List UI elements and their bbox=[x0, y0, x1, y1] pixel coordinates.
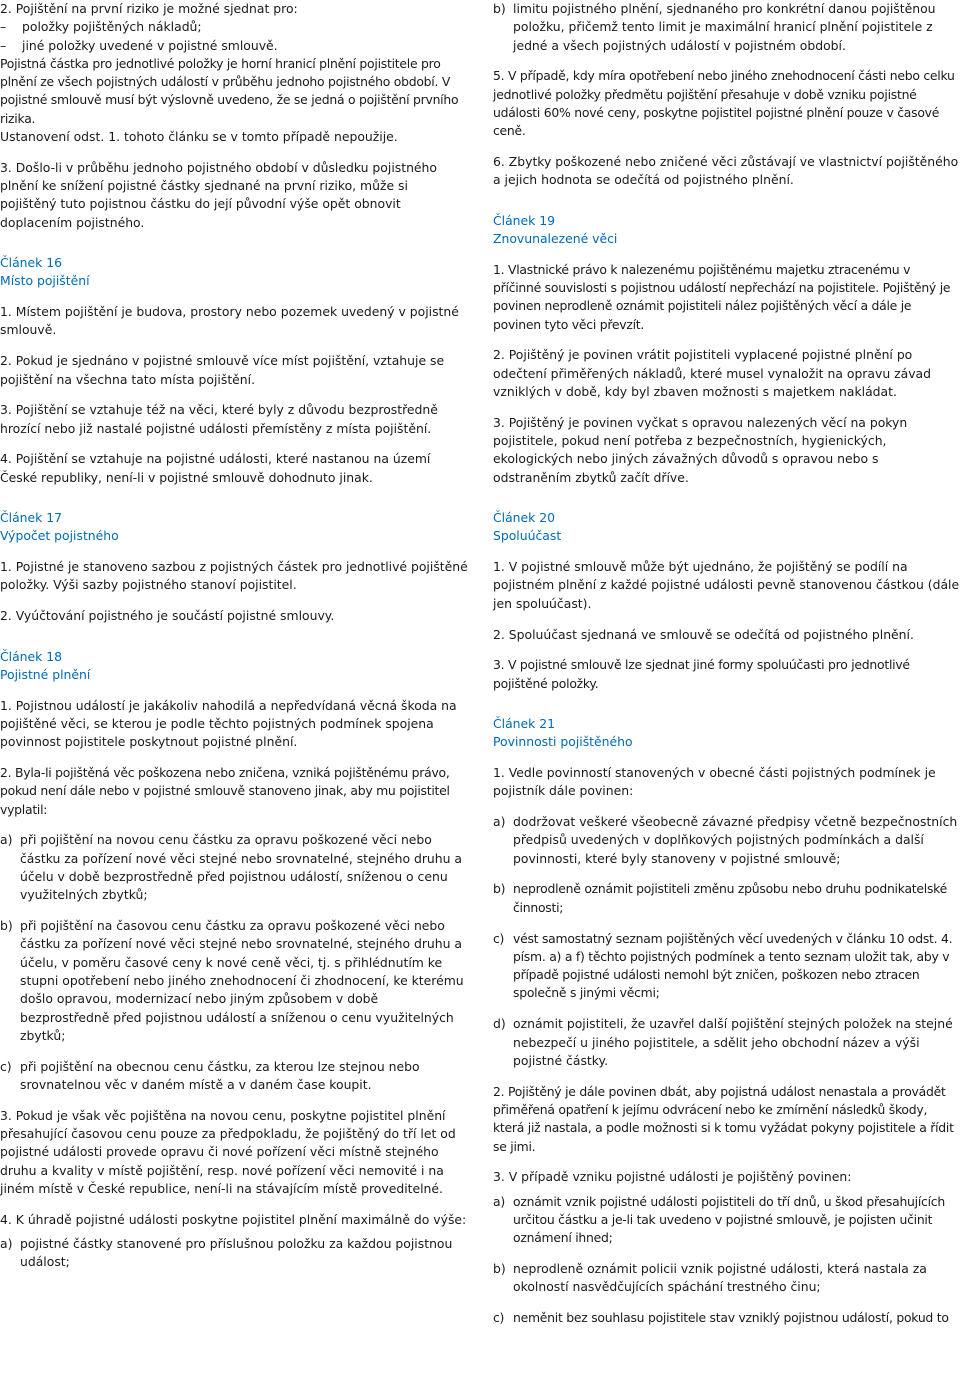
item-text: neprodleně oznámit pojistiteli změnu způsobu nebo druhu podnikatelské činnosti; bbox=[513, 881, 948, 915]
right-column bbox=[493, 0, 960, 1340]
article-number: Článek 20 bbox=[493, 510, 556, 526]
item-marker: d) bbox=[493, 1016, 506, 1032]
item-text: při pojištění na novou cenu částku za opravu poškozené věci nebo částku za pořízení nové věci stejné nebo srovnatelné, stejného druhu a účelu v době bezprostředně před pojistnou událostí, sníženou o cenu využitelných zbytků; bbox=[20, 832, 463, 903]
paragraph: 4. Pojištění se vztahuje na pojistné události, které nastanou na území České republiky, není-li v pojistné smlouvě dohodnuto jinak. bbox=[0, 451, 431, 485]
item-text: dodržovat veškeré všeobecně závazné předpisy včetně bezpečnostních předpisů uvedených v doplňkových pojistných podmínkách a další povinnosti, které byly stanoveny v pojistné smlouvě; bbox=[513, 814, 958, 866]
article-number: Článek 16 bbox=[0, 255, 63, 271]
item-text: neměnit bez souhlasu pojistitele stav vzniklý pojistnou událostí, pokud to bbox=[513, 1310, 949, 1326]
dash-marker: – bbox=[0, 37, 7, 53]
list-item bbox=[0, 1058, 468, 1095]
article-19 bbox=[493, 212, 960, 487]
paragraph: 1. Pojistné je stanoveno sazbou z pojistných částek pro jednotlivé pojištěné položky. Výši sazby pojistného stanoví pojistitel. bbox=[0, 559, 468, 593]
paragraph: 4. K úhradě pojistné události poskytne pojistitel plnění maximálně do výše: bbox=[0, 1211, 467, 1227]
paragraph: 1. V pojistné smlouvě může být ujednáno, že pojištěný se podílí na pojistném plnění z každé pojistné události pevně stanovenou částkou (dále jen spoluúčast). bbox=[493, 559, 960, 611]
article-21 bbox=[493, 715, 960, 1328]
item-text: při pojištění na obecnou cenu částku, za kterou lze stejnou nebo srovnatelnou věc v daném místě a v daném čase koupit. bbox=[20, 1058, 420, 1092]
item-marker: a) bbox=[0, 1236, 13, 1252]
article-title: Spoluúčast bbox=[493, 528, 562, 544]
list-item bbox=[493, 1193, 960, 1248]
article-17 bbox=[0, 509, 468, 625]
list-item bbox=[493, 0, 960, 55]
article-18 bbox=[0, 648, 468, 1272]
article-16 bbox=[0, 254, 468, 487]
list-item bbox=[0, 831, 468, 904]
item-marker: c) bbox=[493, 1310, 505, 1326]
paragraph: 3. V pojistné smlouvě lze sjednat jiné formy spoluúčasti pro jednotlivé pojištěné položky. bbox=[493, 657, 910, 691]
paragraph: 3. V případě vzniku pojistné události je pojištěný povinen: bbox=[493, 1169, 852, 1185]
item-marker: a) bbox=[493, 1193, 505, 1209]
left-column bbox=[0, 0, 468, 1284]
list-item bbox=[493, 930, 960, 1003]
item-marker: b) bbox=[493, 881, 506, 897]
article-heading bbox=[0, 648, 468, 685]
paragraph: 2. Pokud je sjednáno v pojistné smlouvě více míst pojištění, vztahuje se pojištění na všechna tato místa pojištění. bbox=[0, 353, 445, 387]
list-item bbox=[493, 880, 960, 917]
list-item bbox=[0, 1235, 468, 1272]
section-intro bbox=[0, 0, 468, 232]
article-number: Článek 17 bbox=[0, 510, 63, 526]
paragraph: 2. Pojištění na první riziko je možné sjednat pro: bbox=[0, 1, 298, 16]
article-number: Článek 19 bbox=[493, 212, 556, 228]
article-heading bbox=[493, 509, 960, 546]
dash-text: jiné položky uvedené v pojistné smlouvě. bbox=[22, 37, 278, 53]
item-marker: b) bbox=[493, 1, 506, 16]
list-item bbox=[493, 813, 960, 868]
article-number: Článek 21 bbox=[493, 715, 556, 731]
item-marker: a) bbox=[0, 832, 13, 848]
article-title: Znovunalezené věci bbox=[493, 230, 618, 246]
paragraph: Ustanovení odst. 1. tohoto článku se v tomto případě nepoužije. bbox=[0, 129, 398, 145]
article-heading bbox=[493, 715, 960, 752]
item-marker: a) bbox=[493, 814, 506, 830]
item-text: oznámit vznik pojistné události pojistiteli do tří dnů, u škod přesahujících určitou částku a je-li tak uvedeno v pojistné smlouvě, je pojisten učinit oznámení ihned; bbox=[513, 1193, 945, 1246]
paragraph: 6. Zbytky poškozené nebo zničené věci zůstávají ve vlastnictví pojištěného a jejich hodnota se odečítá od pojistného plnění. bbox=[493, 154, 959, 188]
item-text: neprodleně oznámit policii vznik pojistné události, která nastala za okolností nasvědčujících spáchání trestného činu; bbox=[513, 1261, 927, 1295]
paragraph: 5. V případě, kdy míra opotřebení nebo jiného znehodnocení části nebo celku jednotlivé položky předmětu pojištění přesahuje v době vzniku pojistné události 60% nové ceny, poskytne pojistitel pojistné plnění pouze v časové ceně. bbox=[493, 68, 955, 139]
article-title: Místo pojištění bbox=[0, 273, 90, 289]
list-item bbox=[493, 1015, 960, 1070]
item-text: pojistné částky stanovené pro příslušnou položku za každou pojistnou událost; bbox=[20, 1236, 453, 1270]
paragraph: 1. Místem pojištění je budova, prostory nebo pozemek uvedený v pojistné smlouvě. bbox=[0, 304, 459, 338]
list-item bbox=[0, 917, 468, 1045]
dash-text: položky pojištěných nákladů; bbox=[22, 19, 202, 35]
paragraph: 3. Došlo-li v průběhu jednoho pojistného období v důsledku pojistného plnění ke snížení pojistné částky sjednané na první riziko, může si pojištěný tuto pojistnou částku do její původní výše opět obnovit doplacením pojistného. bbox=[0, 159, 437, 230]
paragraph: 2. Byla-li pojištěná věc poškozena nebo zničena, vzniká pojištěnému právo, pokud není dále nebo v pojistné smlouvě stanoveno jinak, aby mu pojistitel vyplatil: bbox=[0, 765, 450, 817]
item-marker: b) bbox=[0, 918, 13, 934]
paragraph: 1. Pojistnou událostí je jakákoliv nahodilá a nepředvídaná věcná škoda na pojištěné věci, se kterou je podle těchto pojistných podmínek spojena povinnost pojistitele poskytnout pojistné plnění. bbox=[0, 697, 457, 750]
dash-item bbox=[0, 18, 468, 36]
list-item bbox=[493, 1309, 960, 1327]
item-marker: c) bbox=[493, 930, 505, 946]
list-item bbox=[493, 1260, 960, 1297]
item-text: limitu pojistného plnění, sjednaného pro konkrétní danou pojištěnou položku, přičemž tento limit je maximální hranicí plnění pojistitele z jedné a všech pojistných událostí v pojistném období. bbox=[513, 1, 936, 53]
item-text: oznámit pojistiteli, že uzavřel další pojištění stejných položek na stejné nebezpečí u jiného pojistitele, a sdělit jeho obchodní název a výši pojistné částky. bbox=[513, 1016, 953, 1068]
paragraph: 2. Pojištěný je povinen vrátit pojistiteli vyplacené pojistné plnění po odečtení přiměřených nákladů, které musel vynaložit na opravu závad vzniklých v době, kdy byl zbaven možnosti s majetkem nakládat. bbox=[493, 347, 932, 400]
paragraph: 2. Spoluúčast sjednaná ve smlouvě se odečítá od pojistného plnění. bbox=[493, 626, 914, 642]
paragraph: 1. Vlastnické právo k nalezenému pojištěnému majetku ztracenému v příčinné souvislosti s pojistnou událostí nepřechází na pojistitele. Pojištěný je povinen neprodleně oznámit pojistiteli nález pojištěných věcí a dále je povinen tyto věci převzít. bbox=[493, 261, 951, 332]
article-title: Povinnosti pojištěného bbox=[493, 734, 633, 750]
paragraph: 3. Pokud je však věc pojištěna na novou cenu, poskytne pojistitel plnění přesahující časovou cenu pouze za předpokladu, že pojištěný do tří let od pojistné události provede opravu či nové pořízení věci místně stejného druhu a kvality v místě pojištění, resp. nové pořízení věci nemovité i na jiném místě v České republice, není-li na stávajícím místě proveditelné. bbox=[0, 1107, 456, 1196]
article-20 bbox=[493, 509, 960, 693]
item-text: při pojištění na časovou cenu částku za opravu poškozené věci nebo částku za pořízení nové věci stejné nebo srovnatelné, stejného druhu a účelu, v poměru časové ceny k nové ceně věci, tj. s přihlédnutím ke stupni opotřebení nebo jiného znehodnocení či zhodnocení, ke kterému došlo opravou, modernizací nebo jiným způsobem v době bezprostředně před pojistnou událostí a sníženou o cenu využitelných zbytků; bbox=[20, 918, 464, 1043]
item-text: vést samostatný seznam pojištěných věcí uvedených v článku 10 odst. 4. písm. a) a f) těchto pojistných podmínek a tento seznam uložit tak, aby v případě pojistné události nemohl být zničen, poškozen nebo ztracen společně s jinými věcmi; bbox=[513, 930, 953, 1001]
article-number: Článek 18 bbox=[0, 648, 63, 664]
item-marker: c) bbox=[0, 1058, 12, 1074]
article-title: Výpočet pojistného bbox=[0, 528, 119, 544]
paragraph: 3. Pojištěný je povinen vyčkat s opravou nalezených věcí na pokyn pojistitele, pokud není potřeba z bezpečnostních, hygienických, ekologických nebo jiných závažných důvodů s opravou nebo s odstraněním zbytků začít dříve. bbox=[493, 414, 908, 485]
article-heading bbox=[493, 212, 960, 249]
paragraph: 3. Pojištění se vztahuje též na věci, které byly z důvodu bezprostředně hrozící nebo již nastalé pojistné události přemístěny z místa pojištění. bbox=[0, 402, 438, 436]
dash-marker: – bbox=[0, 19, 7, 35]
article-heading bbox=[0, 509, 468, 546]
dash-item bbox=[0, 37, 468, 55]
item-marker: b) bbox=[493, 1261, 506, 1277]
paragraph: 2. Vyúčtování pojistného je součástí pojistné smlouvy. bbox=[0, 608, 335, 624]
paragraph: 2. Pojištěný je dále povinen dbát, aby pojistná událost nenastala a provádět přiměřená opatření k jejímu odvrácení nebo ke zmírnění následků škody, která již nastala, a podle možnosti si k tomu vyžádat pokyny pojistitele a řídit se jimi. bbox=[493, 1083, 954, 1154]
article-title: Pojistné plnění bbox=[0, 666, 91, 682]
article-heading bbox=[0, 254, 468, 291]
section-continuation bbox=[493, 0, 960, 190]
paragraph: 1. Vedle povinností stanovených v obecné části pojistných podmínek je pojistník dále povinen: bbox=[493, 765, 936, 799]
paragraph: Pojistná částka pro jednotlivé položky je horní hranicí plnění pojistitele pro plnění ze všech pojistných událostí v průběhu jednoho pojistného období. V pojistné smlouvě musí být výslovně uvedeno, že se jedná o pojištění prvního rizika. bbox=[0, 55, 459, 126]
